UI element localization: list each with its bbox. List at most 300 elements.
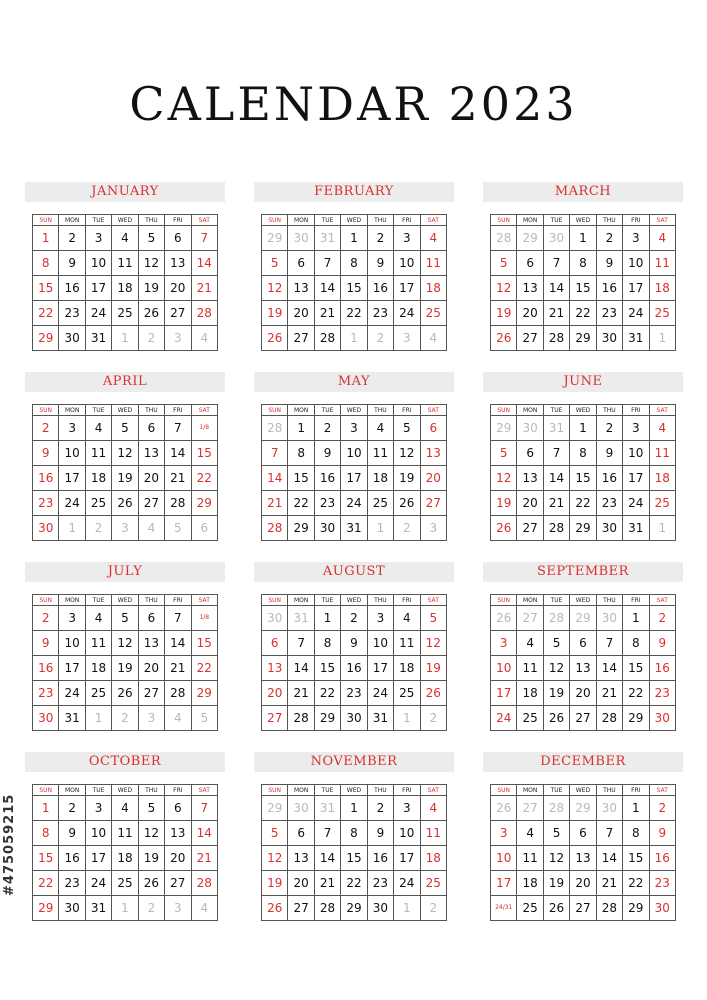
day-cell: 6 <box>138 606 164 631</box>
day-cell: 27 <box>570 896 596 921</box>
day-cell: 30 <box>596 796 622 821</box>
day-cell: 23 <box>596 301 622 326</box>
day-cell: 3 <box>491 821 517 846</box>
week-row <box>33 276 218 301</box>
day-cell: 21 <box>596 871 622 896</box>
day-cell: 24 <box>394 871 420 896</box>
day-cell: 26 <box>543 896 569 921</box>
day-cell: 3 <box>165 896 191 921</box>
day-cell: 23 <box>33 681 59 706</box>
day-cell: 29 <box>570 516 596 541</box>
weekday-label: FRI <box>394 595 420 606</box>
day-cell: 28 <box>288 706 314 731</box>
month-june <box>483 372 683 535</box>
day-cell: 3 <box>623 416 649 441</box>
month-name: MAY <box>254 372 454 392</box>
day-cell: 23 <box>59 871 85 896</box>
day-cell: 2 <box>59 226 85 251</box>
day-cell: 22 <box>191 656 217 681</box>
week-row <box>33 416 218 441</box>
day-cell: 14 <box>262 466 288 491</box>
week-row <box>33 301 218 326</box>
day-cell: 13 <box>288 276 314 301</box>
day-cell: 18 <box>517 871 543 896</box>
day-cell: 3 <box>623 226 649 251</box>
day-cell: 13 <box>420 441 446 466</box>
day-cell: 4 <box>517 631 543 656</box>
day-cell: 21 <box>191 846 217 871</box>
month-table <box>261 784 447 921</box>
day-cell: 2 <box>33 416 59 441</box>
month-december <box>483 752 683 915</box>
day-cell: 24 <box>623 491 649 516</box>
day-cell: 3 <box>420 516 446 541</box>
day-cell: 13 <box>570 656 596 681</box>
day-cell: 5 <box>262 251 288 276</box>
day-cell: 26 <box>138 301 164 326</box>
day-cell: 27 <box>517 326 543 351</box>
week-row <box>491 846 676 871</box>
day-cell: 6 <box>517 251 543 276</box>
day-cell: 19 <box>138 276 164 301</box>
day-cell: 9 <box>59 821 85 846</box>
day-cell: 1 <box>59 516 85 541</box>
day-cell: 2 <box>367 226 393 251</box>
month-table <box>261 404 447 541</box>
day-cell: 16 <box>314 466 340 491</box>
day-cell: 28 <box>165 491 191 516</box>
day-cell: 14 <box>543 276 569 301</box>
week-row <box>33 681 218 706</box>
day-cell: 10 <box>394 821 420 846</box>
day-cell: 2 <box>138 896 164 921</box>
month-table <box>32 214 218 351</box>
day-cell: 25 <box>394 681 420 706</box>
weekday-header-row <box>262 595 447 606</box>
day-cell: 1 <box>570 226 596 251</box>
month-table <box>490 594 676 731</box>
week-row <box>33 516 218 541</box>
week-row <box>33 326 218 351</box>
day-cell: 21 <box>165 656 191 681</box>
day-cell: 3 <box>165 326 191 351</box>
day-cell: 24 <box>623 301 649 326</box>
day-cell: 2 <box>649 606 675 631</box>
weekday-label: MON <box>517 595 543 606</box>
week-row <box>33 491 218 516</box>
day-cell: 30 <box>33 706 59 731</box>
week-row <box>262 706 447 731</box>
day-cell: 4 <box>649 226 675 251</box>
day-cell: 16 <box>33 466 59 491</box>
weekday-label: SAT <box>420 595 446 606</box>
day-cell: 2 <box>596 226 622 251</box>
day-cell: 9 <box>341 631 367 656</box>
day-cell: 1 <box>649 326 675 351</box>
month-may <box>254 372 454 535</box>
week-row <box>262 326 447 351</box>
day-cell: 25 <box>85 681 111 706</box>
day-cell: 4 <box>191 896 217 921</box>
day-cell: 10 <box>394 251 420 276</box>
day-cell: 29 <box>262 796 288 821</box>
day-cell: 6 <box>138 416 164 441</box>
weekday-label: WED <box>570 405 596 416</box>
day-cell: 19 <box>394 466 420 491</box>
day-cell: 29 <box>314 706 340 731</box>
day-cell: 31 <box>341 516 367 541</box>
day-cell: 17 <box>394 276 420 301</box>
day-cell: 22 <box>570 491 596 516</box>
day-cell: 12 <box>543 656 569 681</box>
day-cell: 15 <box>191 631 217 656</box>
weekday-label: TUE <box>314 215 340 226</box>
weekday-header-row <box>262 215 447 226</box>
day-cell: 31 <box>59 706 85 731</box>
day-cell: 29 <box>623 896 649 921</box>
day-cell: 9 <box>596 441 622 466</box>
day-cell: 6 <box>420 416 446 441</box>
day-cell: 11 <box>649 441 675 466</box>
day-cell: 24 <box>59 491 85 516</box>
day-cell: 7 <box>191 226 217 251</box>
day-cell: 4 <box>85 416 111 441</box>
day-cell: 9 <box>59 251 85 276</box>
day-cell: 16 <box>33 656 59 681</box>
day-cell: 7 <box>543 251 569 276</box>
day-cell: 11 <box>420 821 446 846</box>
day-cell: 25 <box>112 301 138 326</box>
day-cell: 28 <box>596 896 622 921</box>
weekday-label: WED <box>341 405 367 416</box>
day-cell: 4 <box>420 326 446 351</box>
day-cell: 18 <box>649 466 675 491</box>
month-table <box>32 784 218 921</box>
month-table <box>261 214 447 351</box>
day-cell: 4 <box>649 416 675 441</box>
day-cell: 22 <box>33 301 59 326</box>
day-cell: 15 <box>570 466 596 491</box>
weekday-label: WED <box>341 595 367 606</box>
month-table <box>490 404 676 541</box>
day-cell: 15 <box>288 466 314 491</box>
day-cell: 11 <box>420 251 446 276</box>
day-cell: 7 <box>288 631 314 656</box>
day-cell: 6 <box>570 821 596 846</box>
weekday-label: THU <box>138 215 164 226</box>
day-cell: 25 <box>517 706 543 731</box>
day-cell: 27 <box>420 491 446 516</box>
weekday-label: SUN <box>491 595 517 606</box>
day-cell: 16 <box>341 656 367 681</box>
weekday-label: THU <box>596 405 622 416</box>
weekday-label: TUE <box>543 595 569 606</box>
day-cell: 8 <box>341 251 367 276</box>
day-cell: 9 <box>367 251 393 276</box>
day-cell: 29 <box>570 796 596 821</box>
month-february <box>254 182 454 345</box>
day-cell: 28 <box>191 301 217 326</box>
day-cell: 22 <box>191 466 217 491</box>
month-september <box>483 562 683 725</box>
day-cell: 20 <box>262 681 288 706</box>
weekday-label: SAT <box>420 405 446 416</box>
day-cell: 15 <box>33 846 59 871</box>
day-cell: 23 <box>59 301 85 326</box>
day-cell: 19 <box>112 656 138 681</box>
day-cell: 15 <box>623 656 649 681</box>
weekday-label: FRI <box>623 405 649 416</box>
month-name: AUGUST <box>254 562 454 582</box>
day-cell: 8 <box>341 821 367 846</box>
day-cell: 19 <box>112 466 138 491</box>
weekday-label: TUE <box>543 215 569 226</box>
day-cell: 28 <box>191 871 217 896</box>
day-cell: 1 <box>33 226 59 251</box>
month-name: DECEMBER <box>483 752 683 772</box>
day-cell: 5 <box>138 226 164 251</box>
day-cell: 14 <box>596 656 622 681</box>
week-row <box>491 301 676 326</box>
day-cell: 27 <box>288 326 314 351</box>
day-cell: 13 <box>165 821 191 846</box>
month-table <box>490 784 676 921</box>
day-cell: 15 <box>341 276 367 301</box>
day-cell: 18 <box>112 276 138 301</box>
day-cell: 13 <box>138 631 164 656</box>
day-cell: 1 <box>341 326 367 351</box>
week-row <box>491 226 676 251</box>
day-cell: 3 <box>491 631 517 656</box>
day-cell: 8 <box>33 821 59 846</box>
week-row <box>491 796 676 821</box>
month-name: OCTOBER <box>25 752 225 772</box>
day-cell: 2 <box>138 326 164 351</box>
day-cell: 11 <box>649 251 675 276</box>
day-cell: 27 <box>517 606 543 631</box>
day-cell: 15 <box>191 441 217 466</box>
day-cell: 20 <box>420 466 446 491</box>
day-cell: 28 <box>596 706 622 731</box>
day-cell: 2 <box>85 516 111 541</box>
weekday-label: FRI <box>165 595 191 606</box>
day-cell: 17 <box>59 656 85 681</box>
weekday-label: MON <box>517 405 543 416</box>
day-cell: 10 <box>341 441 367 466</box>
day-cell: 3 <box>394 226 420 251</box>
day-cell: 1 <box>341 796 367 821</box>
day-cell: 20 <box>570 681 596 706</box>
day-cell: 19 <box>138 846 164 871</box>
day-cell: 1 <box>112 326 138 351</box>
week-row <box>262 796 447 821</box>
day-cell: 5 <box>491 251 517 276</box>
image-id-watermark: #475059215 <box>2 793 17 897</box>
day-cell: 9 <box>367 821 393 846</box>
month-table <box>261 594 447 731</box>
weekday-label: THU <box>367 405 393 416</box>
day-cell: 18 <box>367 466 393 491</box>
day-cell: 3 <box>394 796 420 821</box>
weekday-label: WED <box>341 215 367 226</box>
weekday-label: THU <box>138 595 164 606</box>
day-cell: 26 <box>394 491 420 516</box>
day-cell: 30 <box>596 326 622 351</box>
week-row <box>262 681 447 706</box>
week-row <box>491 326 676 351</box>
month-july <box>25 562 225 725</box>
day-cell: 22 <box>314 681 340 706</box>
month-august <box>254 562 454 725</box>
day-cell: 31 <box>314 796 340 821</box>
weekday-label: MON <box>59 215 85 226</box>
day-cell: 31 <box>85 326 111 351</box>
day-cell: 23 <box>314 491 340 516</box>
day-cell: 1 <box>394 896 420 921</box>
day-cell: 6 <box>191 516 217 541</box>
day-cell: 17 <box>491 681 517 706</box>
day-cell: 26 <box>112 681 138 706</box>
day-cell: 3 <box>112 516 138 541</box>
day-cell: 27 <box>262 706 288 731</box>
day-cell: 30 <box>288 226 314 251</box>
day-cell: 10 <box>59 441 85 466</box>
day-cell: 4 <box>367 416 393 441</box>
weekday-label: TUE <box>85 785 111 796</box>
week-row <box>491 516 676 541</box>
day-cell: 19 <box>491 301 517 326</box>
day-cell: 3 <box>367 606 393 631</box>
day-cell: 4 <box>517 821 543 846</box>
day-cell: 11 <box>394 631 420 656</box>
day-cell: 15 <box>570 276 596 301</box>
day-cell: 26 <box>491 796 517 821</box>
day-cell: 29 <box>191 491 217 516</box>
day-cell: 1 <box>314 606 340 631</box>
week-row <box>491 681 676 706</box>
day-cell: 31 <box>623 326 649 351</box>
day-cell: 27 <box>138 491 164 516</box>
week-row <box>33 466 218 491</box>
day-cell: 19 <box>262 871 288 896</box>
day-cell: 26 <box>491 326 517 351</box>
day-cell: 8 <box>570 441 596 466</box>
weekday-header-row <box>33 595 218 606</box>
day-cell: 28 <box>543 516 569 541</box>
week-row <box>262 226 447 251</box>
day-cell: 30 <box>649 896 675 921</box>
day-cell: 28 <box>165 681 191 706</box>
day-cell: 5 <box>491 441 517 466</box>
week-row <box>262 516 447 541</box>
day-cell: 10 <box>367 631 393 656</box>
day-cell: 7 <box>165 416 191 441</box>
day-cell: 24 <box>394 301 420 326</box>
day-cell: 20 <box>138 466 164 491</box>
day-cell: 31 <box>623 516 649 541</box>
day-cell: 30 <box>59 326 85 351</box>
weekday-label: SUN <box>262 215 288 226</box>
day-cell: 2 <box>394 516 420 541</box>
week-row <box>33 871 218 896</box>
day-cell: 10 <box>491 656 517 681</box>
week-row <box>262 491 447 516</box>
day-cell: 7 <box>165 606 191 631</box>
weekday-header-row <box>491 595 676 606</box>
day-cell: 26 <box>138 871 164 896</box>
day-cell: 29 <box>623 706 649 731</box>
day-cell: 4 <box>85 606 111 631</box>
day-cell: 22 <box>570 301 596 326</box>
day-cell: 12 <box>138 251 164 276</box>
day-cell: 7 <box>314 251 340 276</box>
day-cell: 11 <box>112 821 138 846</box>
day-cell: 21 <box>543 301 569 326</box>
weekday-label: SAT <box>191 785 217 796</box>
week-row <box>33 251 218 276</box>
day-cell: 29 <box>33 896 59 921</box>
week-row <box>262 631 447 656</box>
weekday-label: TUE <box>314 595 340 606</box>
day-cell: 30 <box>649 706 675 731</box>
week-row <box>33 226 218 251</box>
day-cell: 28 <box>314 896 340 921</box>
day-cell: 29 <box>491 416 517 441</box>
day-cell: 26 <box>262 896 288 921</box>
week-row <box>262 441 447 466</box>
day-cell: 4 <box>420 226 446 251</box>
day-cell: 6 <box>517 441 543 466</box>
day-cell: 29 <box>570 326 596 351</box>
day-cell: 3 <box>394 326 420 351</box>
day-cell: 18 <box>85 656 111 681</box>
day-cell: 25 <box>420 871 446 896</box>
weekday-label: THU <box>138 785 164 796</box>
day-cell: 11 <box>517 656 543 681</box>
day-cell: 17 <box>85 276 111 301</box>
day-cell: 18 <box>85 466 111 491</box>
weekday-label: FRI <box>165 215 191 226</box>
day-cell: 18 <box>420 276 446 301</box>
day-cell: 15 <box>33 276 59 301</box>
day-cell: 1 <box>85 706 111 731</box>
day-cell: 1 <box>649 516 675 541</box>
week-row <box>491 706 676 731</box>
day-cell: 2 <box>314 416 340 441</box>
day-cell: 7 <box>314 821 340 846</box>
week-row <box>262 416 447 441</box>
day-cell: 14 <box>596 846 622 871</box>
day-cell: 8 <box>570 251 596 276</box>
day-cell: 22 <box>623 681 649 706</box>
day-cell: 1 <box>33 796 59 821</box>
day-cell: 30 <box>341 706 367 731</box>
day-cell: 20 <box>570 871 596 896</box>
day-cell: 16 <box>649 656 675 681</box>
day-cell: 5 <box>112 606 138 631</box>
day-cell: 11 <box>517 846 543 871</box>
day-cell: 18 <box>394 656 420 681</box>
week-row <box>262 301 447 326</box>
month-table <box>32 404 218 541</box>
weekday-label: SUN <box>262 785 288 796</box>
day-cell: 28 <box>491 226 517 251</box>
day-cell: 26 <box>491 516 517 541</box>
day-cell: 31 <box>288 606 314 631</box>
week-row <box>491 466 676 491</box>
day-cell: 22 <box>623 871 649 896</box>
day-cell: 21 <box>262 491 288 516</box>
